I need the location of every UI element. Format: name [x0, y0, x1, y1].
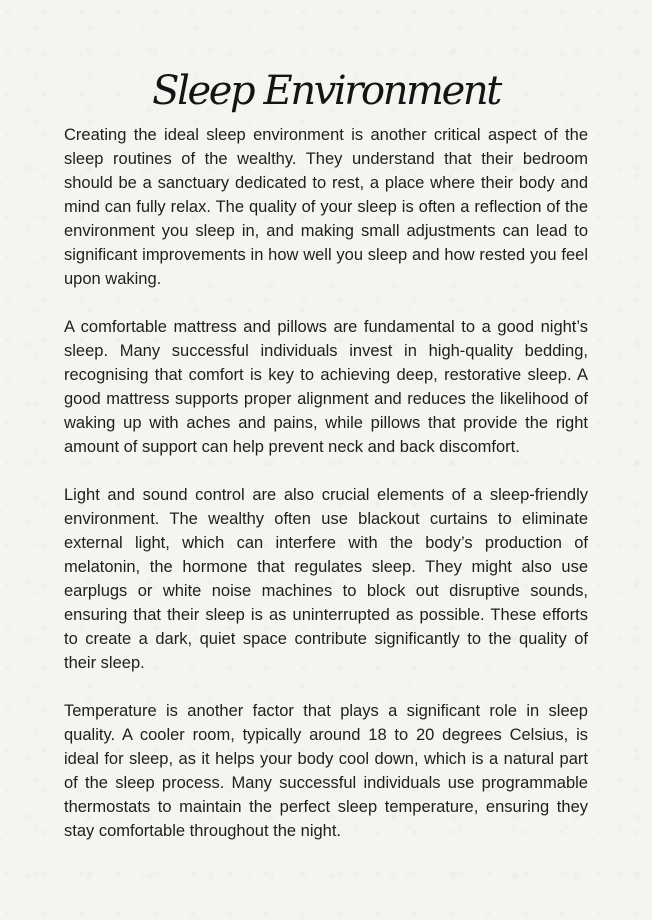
paragraph-mattress-pillows: A comfortable mattress and pillows are fundamental to a good night’s sleep. Many successful individuals invest in high-quality bedding, recognising that comfort is key to achieving deep, restorative sleep. A good mattress supports proper alignment and reduces the likelihood of waking up with aches and pains, while pillows that provide the right amount of support can help prevent neck and back discomfort. [64, 318, 588, 456]
paragraph-light-sound-control: Light and sound control are also crucial elements of a sleep-friendly environment. The wealthy often use blackout curtains to eliminate external light, which can interfere with the body’s production of melatonin, the hormone that regulates sleep. They might also use earplugs or white noise machines to block out disruptive sounds, ensuring that their sleep is as uninterrupted as possible. These efforts to create a dark, quiet space contribute significantly to the quality of their sleep. [64, 486, 588, 672]
body-text [64, 123, 588, 843]
paragraph-sleep-environment-intro: Creating the ideal sleep environment is another critical aspect of the sleep routines of the wealthy. They understand that their bedroom should be a sanctuary dedicated to rest, a place where their body and mind can fully relax. The quality of your sleep is often a reflection of the environment you sleep in, and making small adjustments can lead to significant improvements in how well you sleep and how rested you feel upon waking. [64, 126, 588, 288]
paragraph-temperature: Temperature is another factor that plays a significant role in sleep quality. A cooler room, typically around 18 to 20 degrees Celsius, is ideal for sleep, as it helps your body cool down, which is a natural part of the sleep process. Many successful individuals use programmable thermostats to maintain the perfect sleep temperature, ensuring they stay comfortable throughout the night. [64, 702, 588, 840]
page-title: Sleep Environment [152, 68, 500, 114]
